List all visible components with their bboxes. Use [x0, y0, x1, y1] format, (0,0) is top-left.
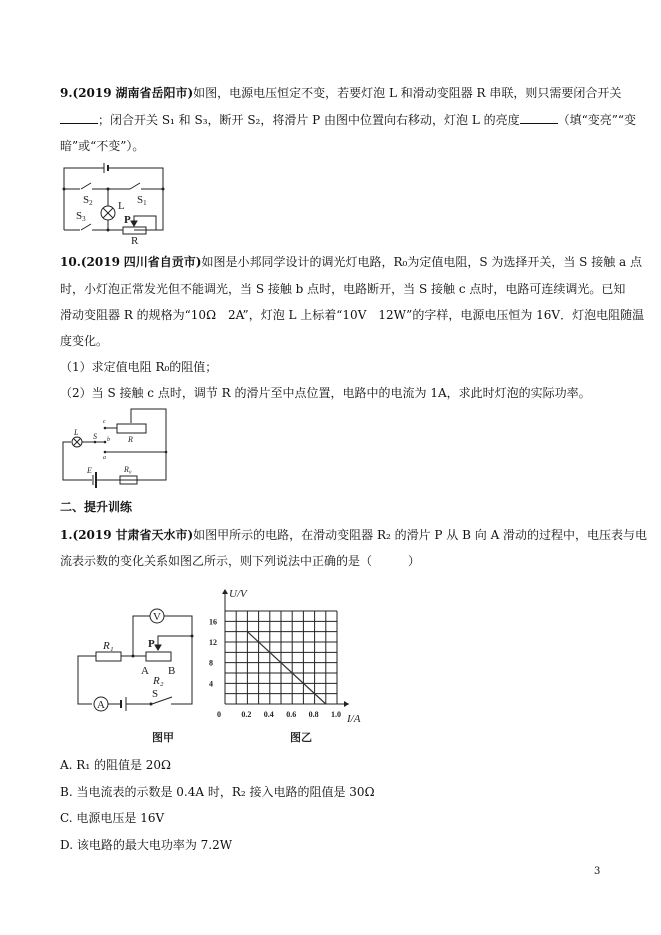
q1-line2: 流表示数的变化关系如图乙所示，则下列说法中正确的是（ ） — [60, 554, 421, 568]
q9-number: 9.(2019 — [60, 86, 112, 100]
page-number: 3 — [594, 866, 601, 877]
resistor-r1-icon — [96, 652, 121, 661]
q9-text: 如图，电源电压恒定不变，若要灯泡 L 和滑动变阻器 R 串联，则只需要闭合开关 — [193, 86, 622, 100]
section-title: 二、提升训练 — [60, 500, 133, 514]
x-tick-label: 0.4 — [263, 710, 274, 719]
q10-sub2: （2）当 S 接触 c 点时，调节 R 的滑片至中点位置，电路中的电流为 1A，求此时灯泡的实际功率。 — [60, 386, 591, 400]
q1-circuit-diagram — [78, 609, 194, 744]
option-d[interactable]: D. 该电路的最大电功率为 7.2W — [60, 838, 233, 852]
switch-s3-icon — [81, 224, 91, 230]
svg-text:R₁: R₁ — [103, 640, 114, 652]
svg-text:R: R — [128, 435, 133, 444]
x-tick-label: 1.0 — [331, 710, 341, 719]
q9-line3: 暗”或“不变”）。 — [60, 139, 145, 153]
y-tick-label: 4 — [209, 679, 213, 689]
svg-text:B: B — [168, 665, 176, 677]
q10-source: 四川省自贡市) — [123, 255, 202, 269]
svg-text:A: A — [141, 665, 149, 677]
svg-text:L: L — [118, 200, 125, 212]
x-axis-label: I/A — [347, 713, 361, 725]
option-c[interactable]: C. 电源电压是 16V — [60, 811, 165, 825]
q10-line2: 时，小灯泡正常发光但不能调光，当 S 接触 b 点时，电路断开，当 S 接触 c 点时，电路可连续调光。已知 — [60, 282, 626, 296]
svg-text:E: E — [87, 466, 92, 475]
y-tick-label: 16 — [209, 617, 217, 627]
q10-line4: 度变化。 — [60, 334, 109, 348]
switch-s1-icon — [130, 183, 140, 189]
x-tick-label: 0.2 — [241, 710, 252, 719]
svg-text:图甲: 图甲 — [152, 732, 174, 744]
y-axis-arrow — [222, 589, 228, 594]
series-line — [247, 632, 325, 704]
q10-circuit-diagram — [63, 409, 167, 488]
svg-text:A: A — [97, 699, 105, 711]
q10-line3: 滑动变阻器 R 的规格为“10Ω 2A”，灯泡 L 上标着“10V 12W”的字样，电源电压恒为 16V．灯泡电阻随温 — [60, 308, 645, 322]
svg-text:a: a — [103, 455, 106, 461]
svg-text:L: L — [74, 428, 79, 437]
svg-text:P: P — [124, 214, 131, 226]
switch-s2-icon — [81, 183, 91, 189]
q1-source: 甘肃省天水市) — [115, 528, 194, 542]
y-axis-label: U/V — [229, 588, 247, 600]
q9-text: （填“变亮”“变 — [557, 113, 637, 127]
q9-text: ；闭合开关 S₁ 和 S₃，断开 S₂，将滑片 P 由图中位置向右移动，灯泡 L 的亮度 — [98, 113, 520, 127]
x-tick-label: 0.6 — [286, 710, 297, 719]
q9-circuit-diagram — [63, 163, 165, 247]
x-tick-label: 0.8 — [308, 710, 319, 719]
option-b[interactable]: B. 当电流表的示数是 0.4A 时，R₂ 接入电路的阻值是 30Ω — [60, 785, 375, 799]
q10-text: 如图是小邦同学设计的调光灯电路，R₀为定值电阻，S 为选择开关，当 S 接触 a 点 — [201, 255, 642, 269]
q1-number: 1.(2019 — [60, 528, 112, 542]
rheostat-icon — [117, 424, 146, 433]
svg-text:S2: S2 — [83, 194, 93, 207]
svg-text:R₀: R₀ — [124, 465, 132, 474]
svg-text:b: b — [107, 437, 110, 443]
y-tick-label: 12 — [209, 638, 217, 647]
svg-text:P: P — [148, 638, 155, 650]
svg-text:R₂: R₂ — [153, 675, 164, 687]
svg-text:c: c — [103, 419, 106, 425]
svg-text:V: V — [153, 611, 161, 623]
q10-sub1: （1）求定值电阻 R₀的阻值； — [60, 360, 218, 374]
origin-label: 0 — [217, 710, 221, 719]
svg-text:R: R — [131, 235, 139, 247]
chart-caption: 图乙 — [290, 732, 312, 744]
svg-text:S3: S3 — [76, 210, 86, 223]
q1-text: 如图甲所示的电路，在滑动变阻器 R₂ 的滑片 P 从 B 向 A 滑动的过程中，电压表与电 — [193, 528, 648, 542]
y-tick-label: 8 — [209, 658, 213, 668]
svg-text:S1: S1 — [137, 194, 147, 207]
q10-number: 10.(2019 — [60, 255, 120, 269]
svg-text:S: S — [93, 432, 97, 441]
q9-source: 湖南省岳阳市) — [115, 86, 194, 100]
option-a[interactable]: A. R₁ 的阻值是 20Ω — [60, 758, 171, 772]
x-axis-arrow — [344, 701, 349, 707]
u-i-chart — [209, 588, 361, 744]
rheostat-r2-icon — [146, 652, 171, 661]
svg-text:S: S — [152, 688, 159, 700]
